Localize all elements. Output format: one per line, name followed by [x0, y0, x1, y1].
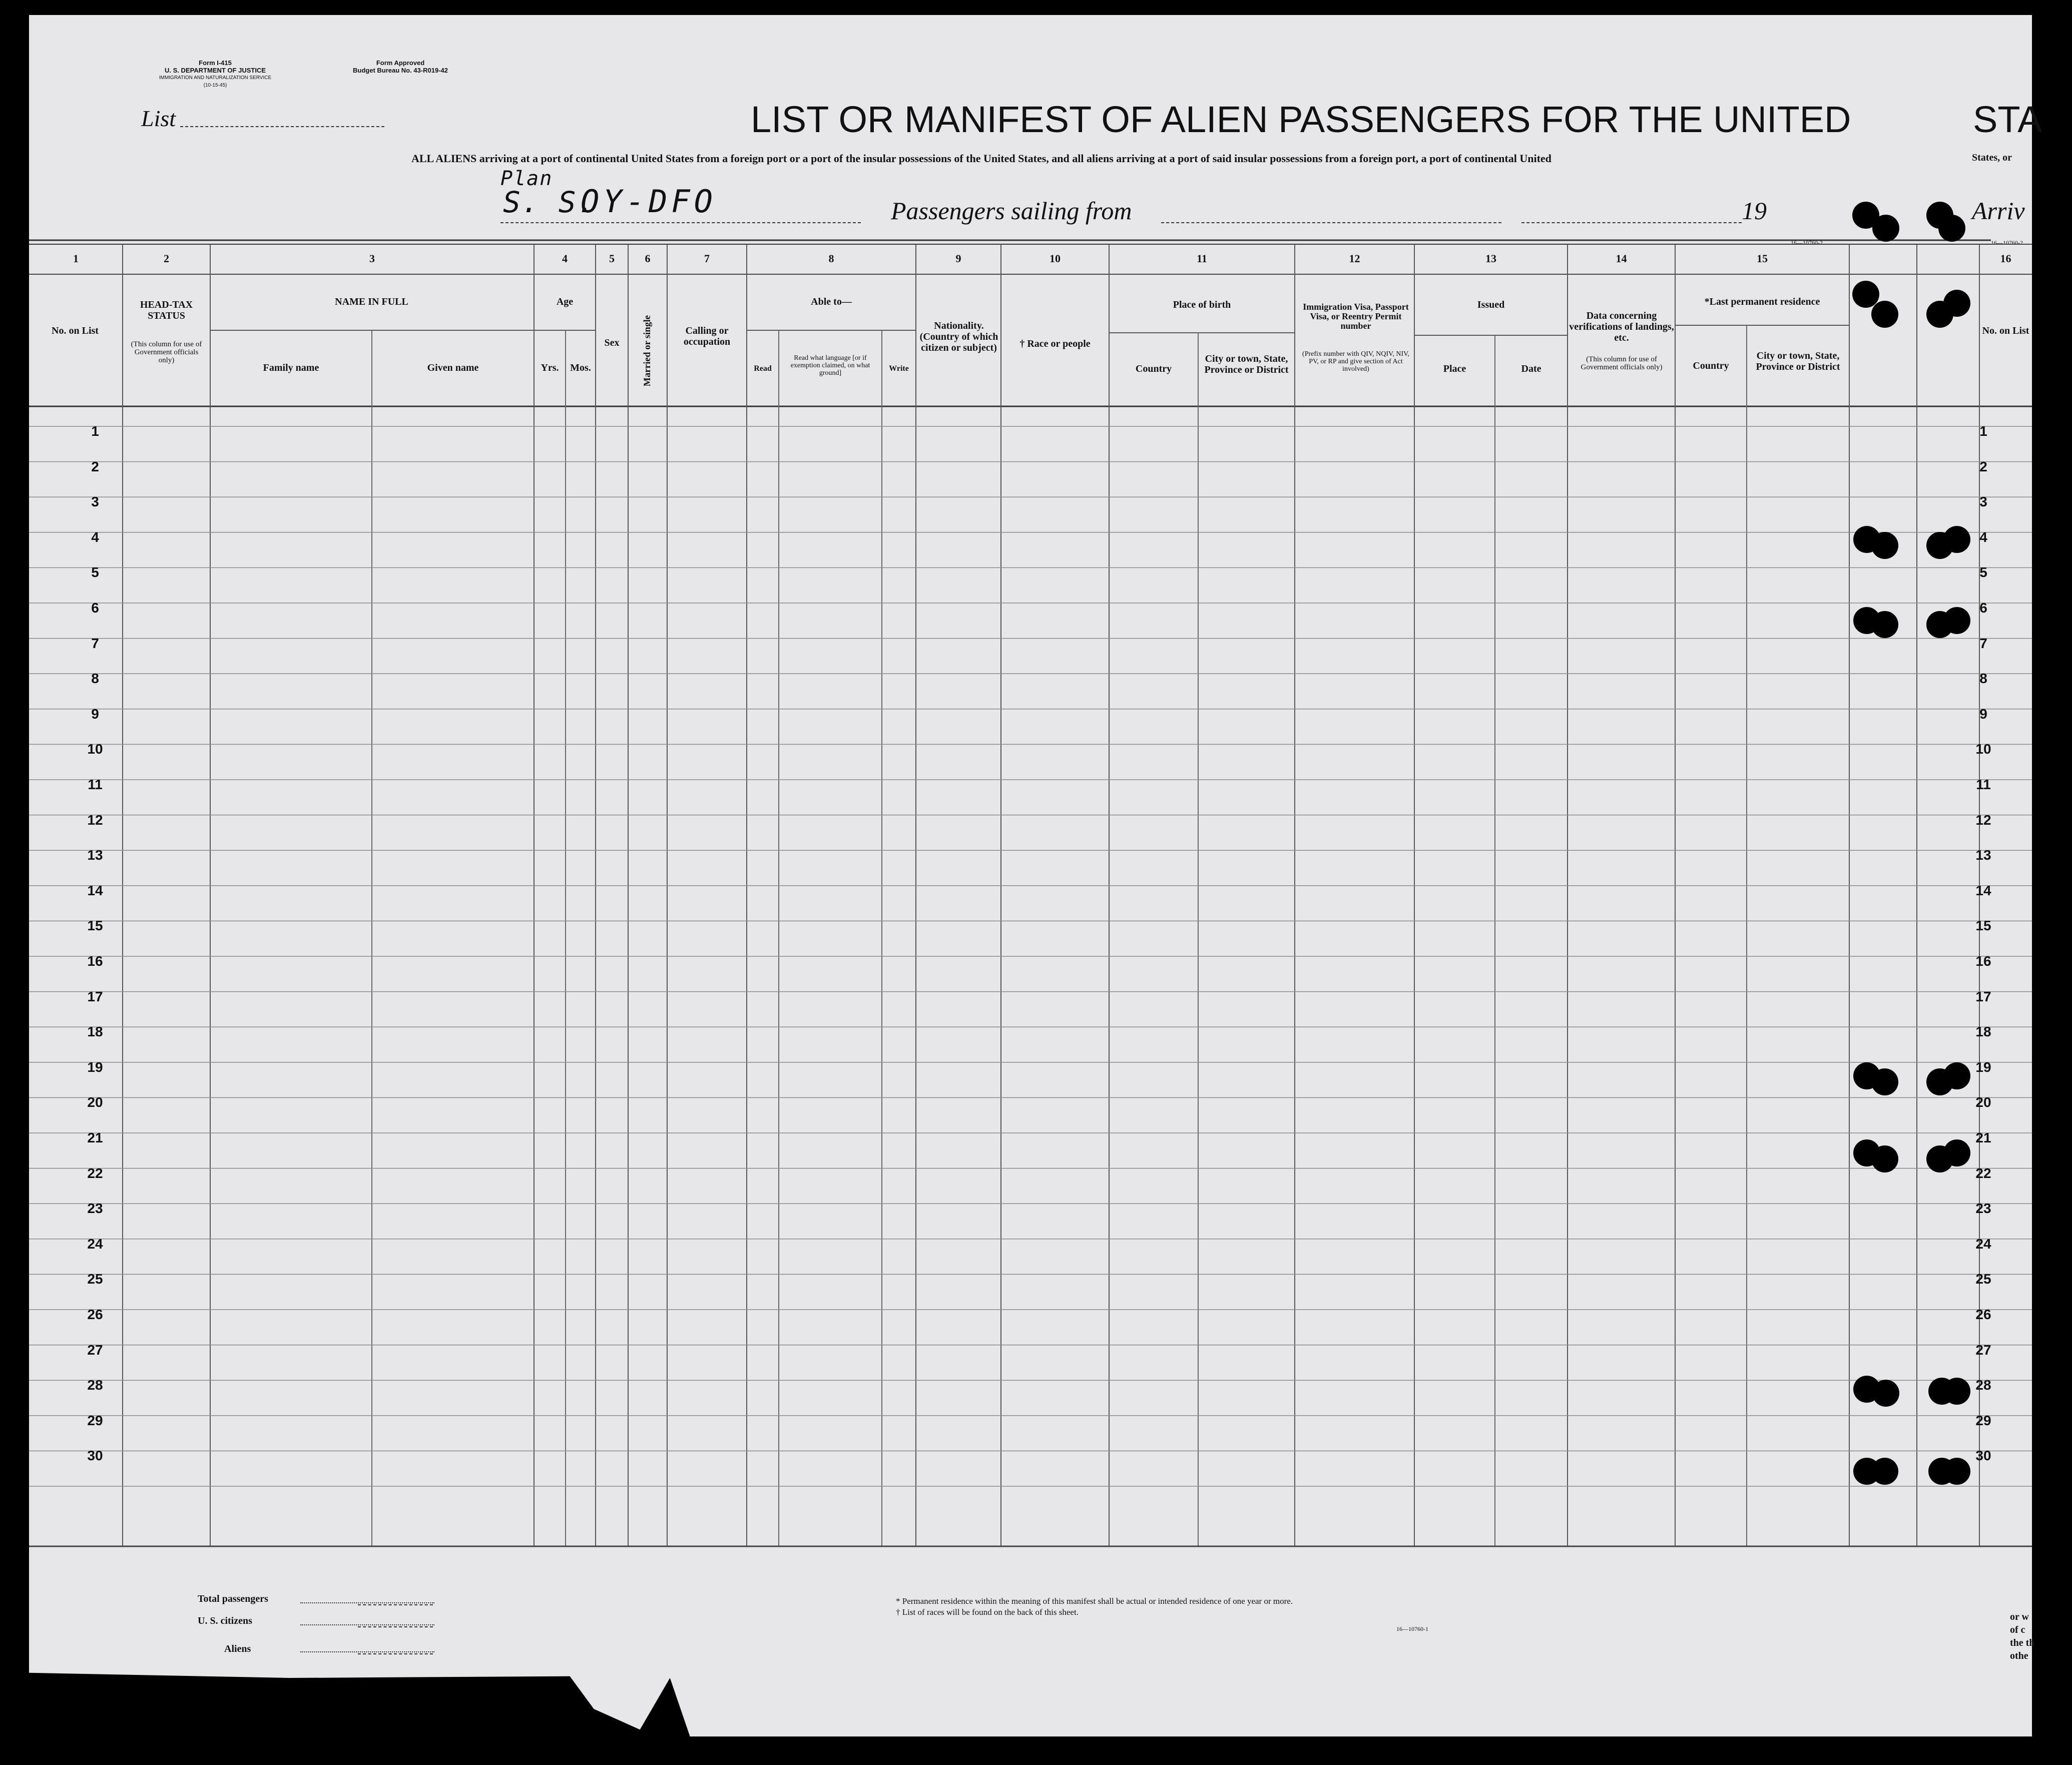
punch-hole [1852, 281, 1879, 308]
list-label: List [141, 106, 176, 131]
col-15-label: *Last permanent residence [1704, 296, 1820, 307]
row-number-right: 12 [1975, 812, 1991, 828]
col-number-16: 16 [2000, 252, 2011, 265]
row-number-right: 16 [1975, 953, 1991, 969]
budget: Budget Bureau No. 43-R019-42 [353, 67, 448, 74]
row-number-left: 22 [87, 1165, 103, 1181]
print-code-right: 16—10760-2 [1991, 239, 2023, 246]
col-number-4: 4 [562, 252, 568, 265]
aliens-label: Aliens [224, 1643, 251, 1654]
col-number-5: 5 [609, 252, 615, 265]
row-number-right: 25 [1975, 1271, 1991, 1287]
punch-hole [1943, 526, 1970, 553]
row-number-right: 3 [1979, 494, 1987, 510]
edge-fragment: or w of c the th othe [2010, 1611, 2035, 1661]
row-number-right: 30 [1975, 1448, 1991, 1464]
punch-hole [1871, 1145, 1898, 1172]
col-5-label: Sex [604, 337, 620, 348]
punch-hole [1871, 301, 1898, 328]
row-number-right: 18 [1975, 1024, 1991, 1040]
col-13-label: Issued [1477, 299, 1505, 310]
sailing-date-line [1521, 222, 1742, 223]
row-number-right: 27 [1975, 1342, 1991, 1358]
row-number-right: 22 [1975, 1165, 1991, 1181]
row-number-left: 6 [91, 600, 99, 616]
punch-hole [1943, 1378, 1970, 1405]
department: U. S. DEPARTMENT OF JUSTICE [165, 67, 266, 74]
year-prefix: 19 [1742, 197, 1767, 225]
col-16-label: No. on List [1982, 325, 2029, 336]
col-number-15: 15 [1757, 252, 1768, 265]
col-4-label: Age [556, 296, 574, 307]
row-number-left: 7 [91, 635, 99, 651]
row-number-left: 29 [87, 1412, 103, 1428]
row-number-left: 4 [91, 529, 99, 545]
us-citizens-label: U. S. citizens [198, 1615, 252, 1626]
col-13-sub-place: Place [1443, 363, 1466, 374]
row-number-left: 15 [87, 918, 103, 934]
punch-hole [1943, 1139, 1970, 1166]
col-11-sub-city: City or town, State, Province or District [1204, 353, 1289, 375]
col-15-sub-city: City or town, State, Province or District [1756, 350, 1840, 372]
row-number-left: 12 [87, 812, 103, 828]
footer-print-code: 16—10760-1 [1396, 1625, 1428, 1632]
col-8-sub-read: Read [754, 364, 772, 373]
col-number-6: 6 [645, 252, 651, 265]
row-number-left: 19 [87, 1059, 103, 1075]
col-12-note: (Prefix number with QIV, NQIV, NIV, PV, or RP and give section of Act involved) [1302, 350, 1409, 373]
col-10-label: † Race or people [1019, 338, 1091, 349]
col-12-label: Immigration Visa, Passport Visa, or Reentry Permit number [1303, 302, 1409, 331]
row-number-left: 5 [91, 564, 99, 580]
ship-annotation: Plan [500, 167, 553, 190]
col-number-2: 2 [164, 252, 169, 265]
punch-hole [1943, 1062, 1970, 1089]
col-number-12: 12 [1349, 252, 1360, 265]
row-number-left: 24 [87, 1236, 103, 1252]
row-number-right: 6 [1979, 600, 1987, 616]
row-number-right: 19 [1975, 1059, 1991, 1075]
col-number-11: 11 [1197, 252, 1207, 265]
col-8-label: Able to— [811, 296, 852, 307]
row-number-right: 7 [1979, 635, 1987, 651]
sailing-label: Passengers sailing from [891, 197, 1132, 225]
punch-hole [1938, 215, 1965, 242]
row-number-left: 13 [87, 847, 103, 863]
col-7-label: Calling or occupation [683, 325, 731, 347]
col-3-label: NAME IN FULL [335, 296, 408, 307]
col-13-sub-date: Date [1521, 363, 1541, 374]
form-id: Form I-415 [199, 59, 232, 67]
manifest-title: LIST OR MANIFEST OF ALIEN PASSENGERS FOR THE UNITED [751, 99, 1851, 140]
row-number-left: 30 [87, 1448, 103, 1464]
row-number-left: 16 [87, 953, 103, 969]
row-number-right: 13 [1975, 847, 1991, 863]
row-number-right: 11 [1976, 777, 1991, 792]
row-number-right: 24 [1975, 1236, 1991, 1252]
approval-block [325, 59, 475, 74]
total-passengers-line [300, 1602, 434, 1603]
row-number-right: 21 [1975, 1130, 1991, 1145]
service: IMMIGRATION AND NATURALIZATION SERVICE [159, 75, 272, 81]
col-8-sub-write: Write [889, 364, 909, 373]
row-number-left: 9 [91, 706, 99, 722]
col-3-sub-given: Given name [427, 362, 479, 373]
row-number-left: 14 [87, 882, 103, 898]
aliens-value-line [358, 1653, 433, 1654]
row-number-left: 1 [91, 423, 99, 439]
row-number-right: 23 [1975, 1201, 1991, 1217]
col-number-10: 10 [1050, 252, 1061, 265]
total-passengers-label: Total passengers [198, 1593, 268, 1604]
row-number-left: 18 [87, 1024, 103, 1040]
row-number-left: 27 [87, 1342, 103, 1358]
col-number-1: 1 [73, 252, 79, 265]
col-14-note: (This column for use of Government officials only) [1581, 355, 1663, 371]
row-number-right: 14 [1975, 882, 1991, 898]
col-number-8: 8 [828, 252, 834, 265]
col-2-note: (This column for use of Government officials only) [131, 340, 202, 364]
aliens-line [300, 1651, 434, 1652]
us-citizens-line [300, 1624, 434, 1625]
row-number-right: 10 [1975, 741, 1991, 757]
scan-border [2037, 0, 2072, 1765]
col-2-label: HEAD-TAX STATUS [140, 299, 193, 321]
col-4-sub-mos: Mos. [570, 362, 591, 373]
row-number-right: 15 [1975, 918, 1991, 934]
punch-hole [1943, 290, 1970, 317]
note-races: † List of races will be found on the back of this sheet. [896, 1607, 1079, 1617]
instruction-text-cont: States, or [1972, 152, 2012, 163]
row-number-left: 28 [87, 1377, 103, 1393]
print-code-top: 16—10760-2 [1791, 239, 1823, 246]
row-number-left: 11 [88, 777, 103, 792]
row-number-right: 17 [1975, 988, 1991, 1004]
row-number-right: 26 [1975, 1307, 1991, 1322]
col-8-sub-language: Read what language [or if exemption claimed, on what ground] [790, 354, 870, 377]
punch-hole [1871, 532, 1898, 559]
row-number-left: 25 [87, 1271, 103, 1287]
col-4-sub-yrs: Yrs. [541, 362, 559, 373]
row-number-right: 1 [1979, 423, 1987, 439]
col-number-3: 3 [369, 252, 375, 265]
row-number-left: 8 [91, 671, 99, 687]
us-citizens-value-line [358, 1626, 433, 1627]
note-residence: * Permanent residence within the meaning of this manifest shall be actual or intended residence of one year or more. [896, 1596, 1293, 1606]
punch-hole [1943, 1458, 1970, 1485]
col-number-13: 13 [1485, 252, 1496, 265]
manifest-title-cont: STA [1973, 99, 2042, 140]
total-passengers-value-line [358, 1604, 433, 1605]
form-id-block [135, 59, 295, 89]
instruction-text: ALL ALIENS arriving at a port of continental United States from a foreign port or a port of the insular possessions of the United States, and all aliens arriving at a port of said insular possessions from a foreign port, a port of continental United [411, 152, 1551, 165]
arriving-label: Arriv [1972, 197, 2025, 225]
ship-prefix: S. S. [503, 185, 596, 219]
col-11-label: Place of birth [1173, 299, 1231, 310]
row-number-left: 21 [87, 1130, 103, 1145]
punch-hole [1871, 1458, 1898, 1485]
row-number-left: 17 [87, 988, 103, 1004]
col-11-sub-country: Country [1135, 363, 1172, 374]
row-number-left: 26 [87, 1307, 103, 1322]
col-number-7: 7 [704, 252, 710, 265]
row-number-right: 8 [1979, 671, 1987, 687]
punch-hole [1872, 215, 1899, 242]
row-number-right: 29 [1975, 1412, 1991, 1428]
approval: Form Approved [376, 59, 425, 67]
row-number-right: 20 [1975, 1094, 1991, 1110]
punch-hole [1943, 607, 1970, 634]
punch-hole [1871, 611, 1898, 638]
ship-name: OY-DFO [581, 183, 717, 220]
row-number-right: 4 [1979, 529, 1987, 545]
row-number-right: 9 [1979, 706, 1987, 722]
punch-hole [1871, 1068, 1898, 1095]
col-3-sub-family: Family name [263, 362, 319, 373]
sailing-port-line [1161, 222, 1501, 223]
row-number-left: 10 [87, 741, 103, 757]
form-date: (10-15-45) [203, 83, 227, 88]
row-number-left: 23 [87, 1201, 103, 1217]
col-6-label: Married or single [642, 315, 653, 387]
col-9-label: Nationality. (Country of which citizen or subject) [919, 320, 998, 353]
row-number-left: 3 [91, 494, 99, 510]
list-line [180, 126, 384, 127]
col-number-9: 9 [955, 252, 961, 265]
manifest-sheet [29, 15, 2032, 1736]
col-15-sub-country: Country [1693, 360, 1729, 371]
row-number-right: 5 [1979, 564, 1987, 580]
col-14-label: Data concerning verifications of landings, etc. [1569, 310, 1674, 343]
col-1-label: No. on List [52, 325, 99, 336]
row-number-left: 20 [87, 1094, 103, 1110]
row-number-right: 28 [1975, 1377, 1991, 1393]
row-number-left: 2 [91, 458, 99, 474]
punch-hole [1872, 1380, 1899, 1407]
ship-name-line [500, 222, 861, 223]
col-number-14: 14 [1616, 252, 1627, 265]
row-number-right: 2 [1979, 458, 1987, 474]
next-page-strip [1991, 15, 2032, 1736]
